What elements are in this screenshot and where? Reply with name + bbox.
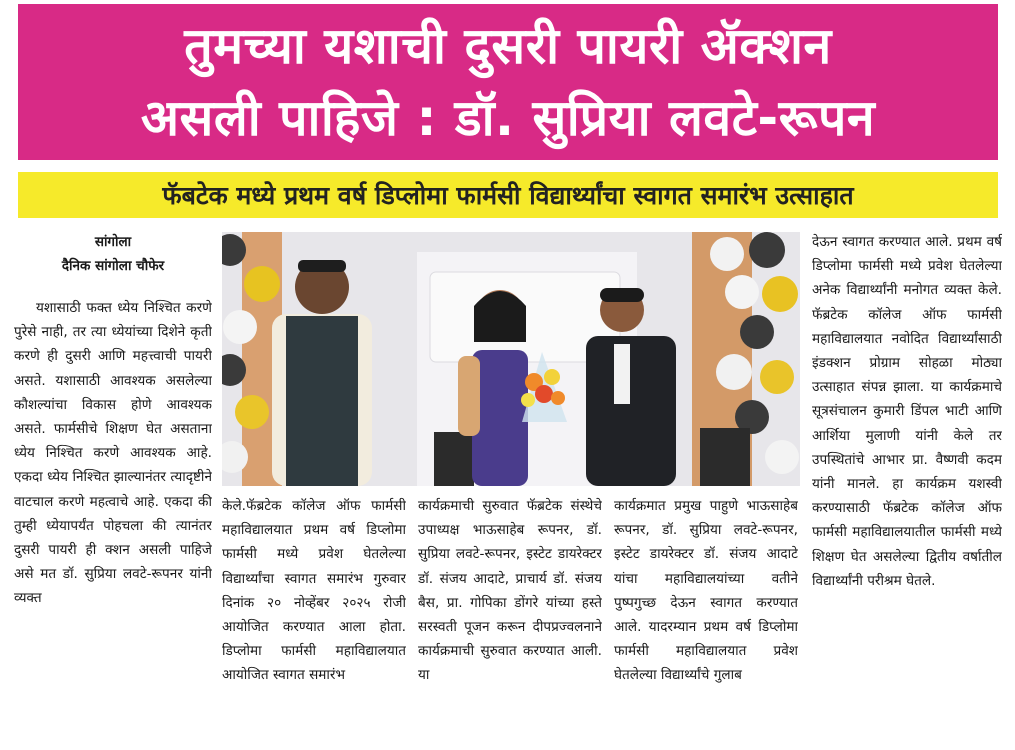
article-column-3: कार्यक्रमाची सुरुवात फॅब्रटेक संस्थेचे उपाध्यक्ष भाऊसाहेब रूपनर, डॉ. सुप्रिया लवटे-रूपनर, इस्टेट डायरेक्टर डॉ. संजय आदाटे, प्राचार्य डॉ. संजय बैस, प्रा. गोपिका डोंगरे यांच्या हस्ते सरस्वती पूजन करून दीपप्रज्वलनाने कार्यक्रमाची सुरुवात करण्यात आली. या — [418, 498, 602, 684]
event-photo — [222, 232, 800, 486]
byline-reporter: दैनिक सांगोला चौफेर — [61, 258, 165, 274]
headline-line-1: तुमच्या यशाची दुसरी पायरी ॲक्शन — [184, 17, 832, 75]
article-column-5: देऊन स्वागत करण्यात आले. प्रथम वर्ष डिप्लोमा फार्मसी मध्ये प्रवेश घेतलेल्या अनेक विद्यार्थ्यांनी मनोगत व्यक्त केले. फॅब्रटेक कॉलेज ऑफ फार्मसी महाविद्यालयात नवोदित विद्यार्थ्यांसाठी इंडक्शन प्रोग्राम सोहळा मोठ्या उत्साहात संपन्न झाला. या कार्यक्रमाचे सूत्रसंचालन कुमारी डिंपल भाटी आणि आर्शिया मुलाणी यांनी केले तर उपस्थितांचे आभार प्रा. वैष्णवी कदम यांनी मानले. हा कार्यक्रम यशस्वी करण्यासाठी फॅब्रटेक कॉलेज ऑफ फार्मसी महाविद्यालयातील फार्मसी मध्ये शिक्षण घेत असलेल्या द्वितीय वर्षातील विद्यार्थ्यांनी परीश्रम घेतले. — [812, 234, 1002, 589]
subheadline-banner — [18, 172, 998, 218]
headline-line-2: असली पाहिजे : डॉ. सुप्रिया लवटे-रूपन — [140, 89, 876, 147]
event-photo-illustration — [222, 232, 800, 486]
article-column-4: कार्यक्रमात प्रमुख पाहुणे भाऊसाहेब रूपनर, डॉ. सुप्रिया लवटे-रूपनर, इस्टेट डायरेक्टर डॉ. संजय आदाटे यांचा महाविद्यालयांच्या वतीने पुष्पगुच्छ देऊन स्वागत करण्यात आले. यादरम्यान प्रथम वर्ष डिप्लोमा फार्मसी महाविद्यालयात प्रवेश घेतलेल्या विद्यार्थ्यांचे गुलाब — [614, 498, 798, 684]
byline-location: सांगोला — [94, 234, 132, 250]
byline — [14, 230, 212, 278]
headline-banner — [18, 4, 998, 160]
subheadline: फॅबटेक मध्ये प्रथम वर्ष डिप्लोमा फार्मसी विद्यार्थ्यांचा स्वागत समारंभ उत्साहात — [162, 181, 854, 210]
article-column-2: केले.फॅब्रटेक कॉलेज ऑफ फार्मसी महाविद्यालयात प्रथम वर्ष डिप्लोमा फार्मसी मध्ये प्रवेश घेतलेल्या विद्यार्थ्यांचा स्वागत समारंभ गुरुवार दिनांक २० नोव्हेंबर २०२५ रोजी आयोजित करण्यात आला होता. डिप्लोमा फार्मसी महाविद्यालयात आयोजित स्वागत समारंभ — [222, 498, 406, 684]
article-column-1: यशासाठी फक्त ध्येय निश्चित करणे पुरेसे नाही, तर त्या ध्येयांच्या दिशेने कृती करणे ही दुसरी आणि महत्त्वाची पायरी असते. यशासाठी आवश्यक असलेल्या कौशल्यांचा विकास होणे आवश्यक असते. फार्मसीचे शिक्षण घेत असताना ध्येय निश्चित करणे आवश्यक आहे. एकदा ध्येय निश्चित झाल्यानंतर त्यादृष्टीने वाटचाल करणे महत्वाचे आहे. एकदा की तुम्ही ध्येयापर्यंत पोहचला की त्यानंतर दुसरी पायरी ही क्शन असली पाहिजे असे मत डॉ. सुप्रिया लवटे-रूपनर यांनी व्यक्त — [14, 300, 212, 607]
